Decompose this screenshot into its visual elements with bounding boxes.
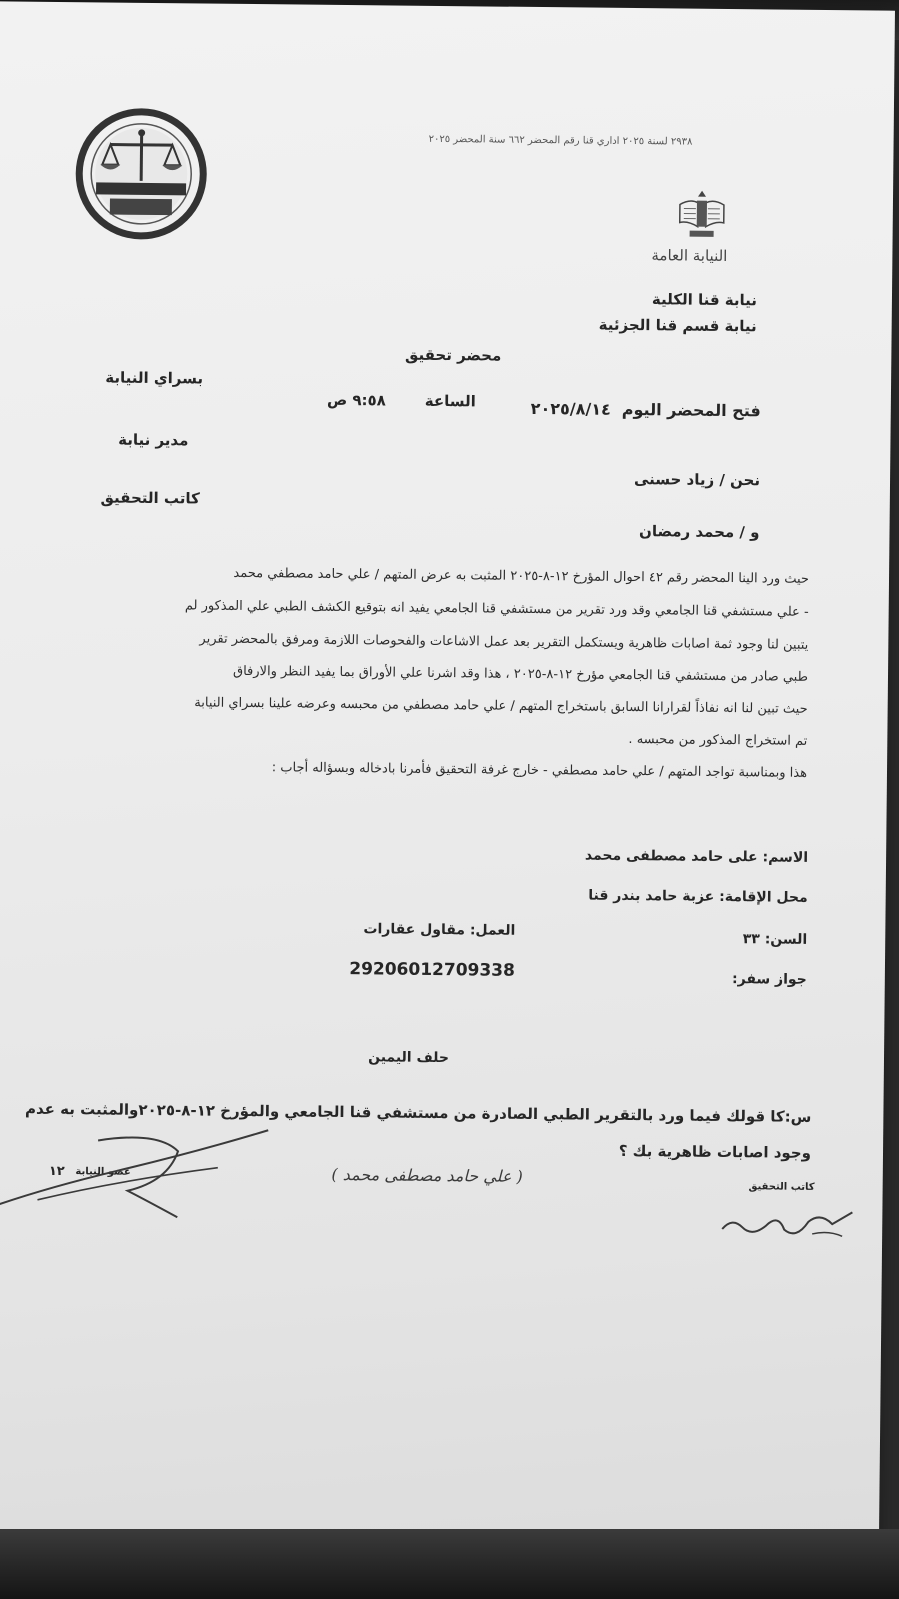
- officer-2: و / محمد رمضان: [638, 522, 760, 542]
- question-line-2: وجود اصابات ظاهرية بك ؟: [618, 1141, 812, 1162]
- narrative-line: حيث تبين لنا انه نفاذاً لقرارانا السابق باستخراج المتهم / علي حامد مصطفي من محبسه وعرضه علينا بسراي النيابة: [194, 695, 808, 717]
- opened-label: فتح المحضر اليوم: [621, 399, 761, 421]
- defendant-work: العمل: مقاول عقارات: [363, 921, 516, 939]
- question-line-1: س:كا قولك فيما ورد بالتقرير الطبي الصادرة من مستشفي قنا الجامعي والمؤرخ ١٢-٨-٢٠٢٥والمثبت به عدم: [24, 1099, 812, 1126]
- time-label: الساعة: [424, 391, 476, 411]
- opened-date: ٢٠٢٥/٨/١٤: [530, 398, 611, 419]
- clerk-signature: [712, 1199, 863, 1251]
- narrative-line: هذا وبمناسبة تواجد المتهم / علي حامد مصطفي - خارج غرفة التحقيق فأمرنا بادخاله وبسؤاله أجاب :: [271, 760, 808, 781]
- role-manager: مدير نيابة: [118, 430, 189, 450]
- defendant-residence: محل الإقامة: عزبة حامد بندر قنا: [588, 887, 808, 906]
- prosecution-seal-icon: [74, 106, 209, 241]
- document-page: [0, 1, 895, 1545]
- dark-background-bottom: [0, 1529, 899, 1599]
- role-clerk: كاتب التحقيق: [100, 488, 200, 508]
- case-serial-line: ٢٩٣٨ لسنة ٢٠٢٥ اداري قنا رقم المحضر ٦٦٢ سنة المحضر ٢٠٢٥: [428, 133, 693, 148]
- narrative-line: حيث ورد الينا المحضر رقم ٤٢ احوال المؤرخ ١٢-٨-٢٠٢٥ المثبت به عرض المتهم / علي حامد مصطفي محمد: [233, 565, 810, 587]
- member-signature: [0, 1119, 288, 1232]
- office-name-2: نيابة قسم قنا الجزئية: [598, 315, 757, 336]
- narrative-line: طبي صادر من مستشفي قنا الجامعي مؤرخ ١٢-٨-٢٠٢٥ ، هذا وقد اشرنا علي الأوراق بما يفيد النظر والارفاق: [232, 663, 809, 685]
- oath-heading: حلف اليمين: [368, 1049, 450, 1067]
- time-value: ٩:٥٨ ص: [326, 390, 386, 410]
- role-location: بسراي النيابة: [105, 368, 204, 388]
- member-label: عضو النيابة: [75, 1166, 131, 1178]
- page-number: ١٢: [48, 1163, 65, 1180]
- office-name-1: نيابة قنا الكلية: [651, 290, 758, 310]
- defendant-age: السن: ٣٣: [742, 931, 808, 948]
- defendant-signature: ( علي حامد مصطفى محمد ): [331, 1164, 523, 1186]
- defendant-name: الاسم: على حامد مصطفى محمد: [584, 847, 809, 866]
- egypt-eagle-emblem-icon: [676, 186, 729, 241]
- clerk-label: كاتب التحقيق: [748, 1181, 815, 1193]
- narrative-line: يتبين لنا وجود ثمة اصابات ظاهرية ويستكمل التقرير بعد عمل الاشاعات والفحوصات اللازمة ومرفق بالمحضر تقرير: [199, 631, 809, 653]
- officer-1: نحن / زياد حسنى: [633, 470, 761, 490]
- authority-title: النيابة العامة: [651, 246, 728, 265]
- narrative-line: تم استخراج المذكور من محبسه .: [628, 731, 808, 749]
- passport-label: جواز سفر:: [731, 971, 807, 988]
- document-title: محضر تحقيق: [404, 345, 502, 365]
- narrative-line: - علي مستشفي قنا الجامعي وقد ورد تقرير من مستشفي قنا الجامعي يفيد انه بتوقيع الكشف الطبي علي المذكور لم: [184, 598, 809, 620]
- national-id-number: 29206012709338: [349, 959, 516, 981]
